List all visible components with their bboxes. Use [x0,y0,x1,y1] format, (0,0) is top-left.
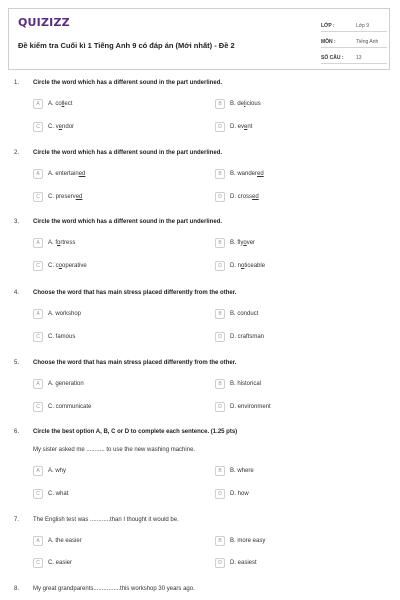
option-c[interactable] [33,402,91,412]
option-c[interactable] [33,261,87,271]
option-letter-box: A [33,466,43,476]
question-number: 3. [14,219,20,225]
meta-row-grade [321,16,387,32]
option-d[interactable] [215,332,264,342]
option-b[interactable] [215,309,258,319]
option-text: D. noticeable [230,263,266,269]
question-prompt: Circle the word which has a different sound in the part underlined. [33,150,223,156]
question-sentence: My sister asked me ........... to use the new washing machine. [33,447,196,453]
meta-value: Lớp 9 [356,23,370,29]
question-number: 2. [14,150,20,156]
option-text: D. crossed [230,194,259,200]
option-letter-box: D [215,332,225,342]
option-text: C. cooperative [48,263,87,269]
option-text: D. environment [230,404,271,410]
option-letter-box: D [215,402,225,412]
option-d[interactable] [215,558,257,568]
option-text: A. generation [48,381,84,387]
meta-row-question-count [321,48,387,64]
option-b[interactable] [215,99,261,109]
question-prompt: Choose the word that has main stress placed differently from the other. [33,290,237,296]
option-text: D. craftsman [230,334,265,340]
question-sentence: The English test was ............than I thought it would be. [33,517,179,523]
question-number: 1. [14,80,20,86]
option-letter-box: B [215,238,225,248]
option-letter-box: C [33,122,43,132]
option-a[interactable] [33,379,84,389]
option-letter-box: B [215,169,225,179]
option-b[interactable] [215,379,261,389]
meta-fields [321,16,387,64]
option-letter-box: C [33,261,43,271]
option-letter-box: D [215,558,225,568]
option-text: C. what [48,491,69,497]
option-letter-box: D [215,192,225,202]
option-text: A. entertained [48,171,86,177]
option-letter-box: D [215,261,225,271]
option-text: B. wandered [230,171,264,177]
question-prompt: Choose the word that has main stress placed differently from the other. [33,360,237,366]
option-letter-box: C [33,332,43,342]
option-text: C. preserved [48,194,83,200]
meta-value: Tiếng Anh [356,39,379,45]
option-text: C. communicate [48,404,92,410]
meta-label: SỐ CÂU : [321,55,344,61]
option-d[interactable] [215,261,265,271]
option-a[interactable] [33,309,81,319]
question-sentence: My great grandparents................this workshop 30 years ago. [33,586,195,592]
option-a[interactable] [33,169,85,179]
option-a[interactable] [33,536,82,546]
option-a[interactable] [33,466,66,476]
option-letter-box: A [33,99,43,109]
option-letter-box: D [215,489,225,499]
option-text: A. workshop [48,311,82,317]
option-b[interactable] [215,466,254,476]
option-text: B. delicious [230,101,261,107]
option-letter-box: D [215,122,225,132]
option-text: B. historical [230,381,262,387]
option-c[interactable] [33,192,82,202]
option-text: D. event [230,124,253,130]
option-text: D. easiest [230,560,257,566]
option-a[interactable] [33,99,72,109]
question-number: 6. [14,429,20,435]
option-text: A. collect [48,101,73,107]
option-letter-box: A [33,238,43,248]
question-number: 7. [14,517,20,523]
option-letter-box: A [33,379,43,389]
question-number: 5. [14,360,20,366]
option-text: A. why [48,468,67,474]
question-prompt: Circle the best option A, B, C or D to complete each sentence. (1.25 pts) [33,429,238,435]
option-letter-box: A [33,536,43,546]
option-d[interactable] [215,489,249,499]
option-letter-box: A [33,169,43,179]
option-c[interactable] [33,122,74,132]
option-d[interactable] [215,192,259,202]
option-text: B. where [230,468,254,474]
option-text: A. the easier [48,538,82,544]
option-b[interactable] [215,536,265,546]
option-c[interactable] [33,558,72,568]
meta-label: LỚP : [321,23,335,29]
option-letter-box: B [215,466,225,476]
option-letter-box: C [33,558,43,568]
option-text: C. famous [48,334,76,340]
option-text: A. fortress [48,240,76,246]
meta-row-subject [321,32,387,48]
option-a[interactable] [33,238,75,248]
option-text: D. how [230,491,249,497]
meta-label: MÔN : [321,39,336,45]
option-text: C. easier [48,560,73,566]
question-number: 8. [14,586,20,592]
option-c[interactable] [33,332,75,342]
question-prompt: Circle the word which has a different sound in the part underlined. [33,219,223,225]
option-c[interactable] [33,489,68,499]
option-d[interactable] [215,402,271,412]
document-title: Đề kiểm tra Cuối kì 1 Tiếng Anh 9 có đáp án (Mới nhất) - Đề 2 [18,41,235,50]
option-d[interactable] [215,122,252,132]
option-b[interactable] [215,169,264,179]
option-letter-box: B [215,309,225,319]
worksheet-header [8,8,390,70]
option-text: B. flyover [230,240,256,246]
option-text: B. more easy [230,538,266,544]
option-text: B. conduct [230,311,259,317]
option-text: C. vendor [48,124,75,130]
question-number: 4. [14,290,20,296]
quizizz-logo: QUIZIZZ [18,16,70,29]
option-letter-box: B [215,99,225,109]
option-letter-box: B [215,379,225,389]
option-letter-box: B [215,536,225,546]
option-letter-box: A [33,309,43,319]
option-b[interactable] [215,238,255,248]
meta-value: 13 [356,55,362,61]
option-letter-box: C [33,192,43,202]
option-letter-box: C [33,489,43,499]
question-prompt: Circle the word which has a different sound in the part underlined. [33,80,223,86]
option-letter-box: C [33,402,43,412]
